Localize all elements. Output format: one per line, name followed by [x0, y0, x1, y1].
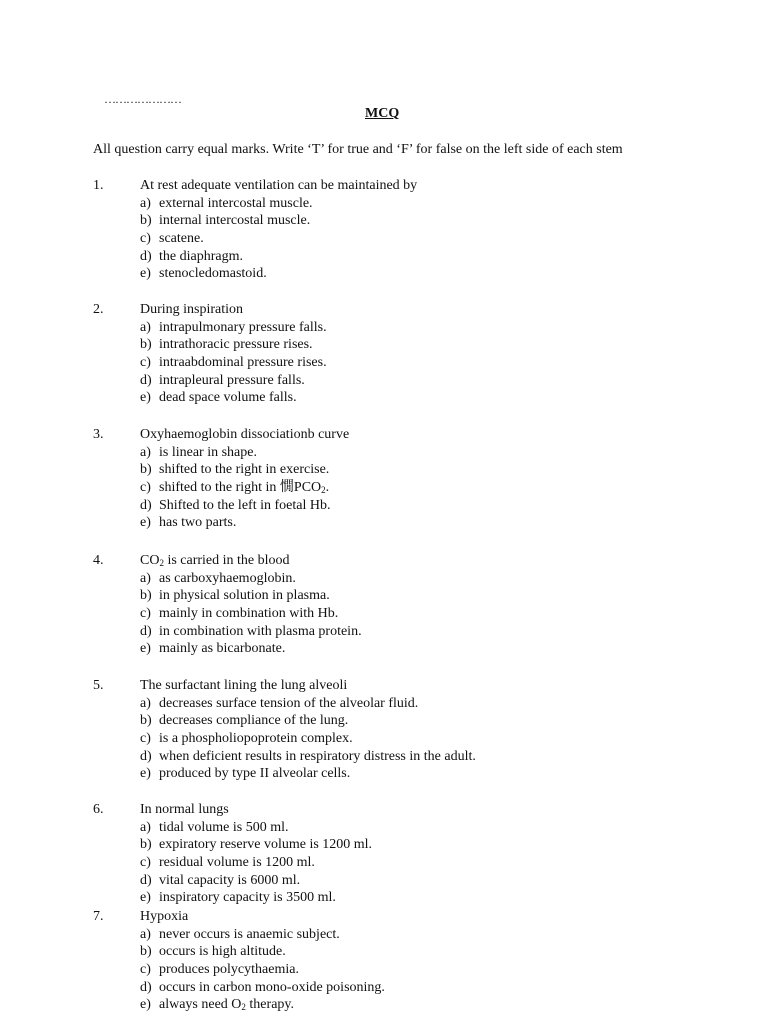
option-text — [159, 265, 267, 283]
option-letter: a) — [140, 195, 151, 211]
option-letter: d) — [140, 748, 152, 764]
option-list — [140, 319, 327, 407]
option-text-main: internal intercostal muscle. — [159, 213, 311, 229]
option-c — [140, 479, 330, 497]
option-d — [140, 497, 330, 515]
option-text-main: intraabdominal pressure rises. — [159, 355, 327, 371]
option-e — [140, 514, 330, 532]
option-letter: e) — [140, 997, 151, 1013]
option-text-main: shifted to the right in exercise. — [159, 462, 330, 478]
option-letter: e) — [140, 766, 151, 782]
option-letter: b) — [140, 944, 152, 960]
option-d — [140, 872, 372, 890]
option-text — [159, 587, 330, 605]
option-c — [140, 605, 362, 623]
option-text-main: always need O — [159, 997, 242, 1013]
option-text — [159, 836, 372, 854]
option-c — [140, 730, 476, 748]
option-text — [159, 926, 340, 944]
option-text — [159, 444, 257, 462]
option-e — [140, 889, 372, 907]
option-b — [140, 712, 476, 730]
option-letter: c) — [140, 731, 151, 747]
option-text-main: occurs in carbon mono-oxide poisoning. — [159, 979, 385, 995]
option-c — [140, 354, 327, 372]
option-b — [140, 336, 327, 354]
option-b — [140, 212, 313, 230]
option-text-main: tidal volume is 500 ml. — [159, 819, 289, 835]
option-list — [140, 195, 313, 283]
option-c — [140, 230, 313, 248]
option-letter: d) — [140, 872, 152, 888]
question-number: 3. — [93, 427, 104, 442]
option-text-main: mainly as bicarbonate. — [159, 641, 286, 657]
stem-text: In normal lungs — [140, 802, 229, 817]
option-c — [140, 961, 385, 979]
option-text — [159, 961, 299, 979]
option-text — [159, 497, 330, 515]
option-text-main: Shifted to the left in foetal Hb. — [159, 497, 331, 513]
option-letter: b) — [140, 213, 152, 229]
option-text-main: inspiratory capacity is 3500 ml. — [159, 890, 336, 906]
option-letter: d) — [140, 979, 152, 995]
stem-text: Hypoxia — [140, 909, 189, 924]
option-letter: a) — [140, 444, 151, 460]
option-a — [140, 319, 327, 337]
option-text — [159, 979, 385, 997]
option-text-main: as carboxyhaemoglobin. — [159, 570, 296, 586]
option-text — [159, 248, 243, 266]
option-d — [140, 748, 476, 766]
option-list — [140, 695, 476, 783]
option-text-main: external intercostal muscle. — [159, 195, 313, 211]
option-letter: b) — [140, 713, 152, 729]
option-text-main: expiratory reserve volume is 1200 ml. — [159, 837, 373, 853]
option-d — [140, 372, 327, 390]
option-e — [140, 765, 476, 783]
option-letter: e) — [140, 390, 151, 406]
option-text — [159, 730, 353, 748]
option-d — [140, 979, 385, 997]
question-stem — [140, 908, 188, 926]
option-text-main: intrapulmonary pressure falls. — [159, 319, 327, 335]
option-letter: e) — [140, 641, 151, 657]
option-text — [159, 712, 348, 730]
stem-text: CO — [140, 553, 160, 568]
option-text-after: . — [325, 480, 330, 496]
option-letter: a) — [140, 695, 151, 711]
option-b — [140, 836, 372, 854]
option-list — [140, 926, 385, 1014]
question-number: 4. — [93, 553, 104, 568]
question-number: 6. — [93, 802, 104, 817]
stem-text: During inspiration — [140, 302, 244, 317]
option-letter: a) — [140, 570, 151, 586]
option-c — [140, 854, 372, 872]
option-text-main: produces polycythaemia. — [159, 962, 299, 978]
option-letter: c) — [140, 855, 151, 871]
option-letter: e) — [140, 515, 151, 531]
option-text — [159, 889, 336, 907]
option-text-after: therapy. — [245, 997, 294, 1013]
option-text — [159, 195, 313, 213]
option-letter: e) — [140, 266, 151, 282]
option-text-main: never occurs is anaemic subject. — [159, 926, 340, 942]
question-stem — [140, 426, 349, 444]
option-e — [140, 996, 385, 1014]
question-stem — [140, 177, 417, 195]
stem-text: The surfactant lining the lung alveoli — [140, 678, 348, 693]
option-b — [140, 943, 385, 961]
option-text-main: the diaphragm. — [159, 248, 243, 264]
option-text — [159, 605, 338, 623]
option-text — [159, 765, 350, 783]
option-text — [159, 389, 297, 407]
option-text — [159, 336, 313, 354]
option-text-main: stenocledomastoid. — [159, 266, 267, 282]
option-text — [159, 570, 296, 588]
option-letter: d) — [140, 372, 152, 388]
option-b — [140, 587, 362, 605]
option-letter: d) — [140, 248, 152, 264]
option-letter: a) — [140, 926, 151, 942]
option-text-main: shifted to the right in 憪PCO — [159, 480, 322, 496]
option-letter: b) — [140, 588, 152, 604]
option-a — [140, 819, 372, 837]
question-number: 2. — [93, 302, 104, 317]
question-number: 1. — [93, 178, 104, 193]
option-text-main: occurs is high altitude. — [159, 944, 286, 960]
option-letter: b) — [140, 462, 152, 478]
option-letter: c) — [140, 606, 151, 622]
option-text — [159, 372, 305, 390]
option-e — [140, 640, 362, 658]
option-text-main: residual volume is 1200 ml. — [159, 855, 315, 871]
option-text — [159, 854, 315, 872]
option-d — [140, 623, 362, 641]
option-a — [140, 926, 385, 944]
option-list — [140, 819, 372, 907]
option-letter: b) — [140, 837, 152, 853]
option-text — [159, 996, 294, 1014]
option-subscript: 2 — [241, 1002, 246, 1013]
option-text — [159, 230, 204, 248]
stem-text: At rest adequate ventilation can be maintained by — [140, 178, 418, 193]
option-text-main: is linear in shape. — [159, 444, 257, 460]
option-text-main: vital capacity is 6000 ml. — [159, 872, 301, 888]
question-number: 7. — [93, 909, 104, 924]
instructions: All question carry equal marks. Write ‘T’ for true and ‘F’ for false on the left side of each stem — [93, 142, 623, 157]
option-letter: c) — [140, 355, 151, 371]
option-letter: c) — [140, 480, 151, 496]
option-list — [140, 570, 362, 658]
option-letter: d) — [140, 623, 152, 639]
option-letter: e) — [140, 890, 151, 906]
option-letter: b) — [140, 337, 152, 353]
option-text-main: in combination with plasma protein. — [159, 623, 362, 639]
option-text-main: intrapleural pressure falls. — [159, 372, 305, 388]
option-letter: a) — [140, 819, 151, 835]
option-a — [140, 695, 476, 713]
option-text — [159, 319, 327, 337]
option-text-main: scatene. — [159, 231, 204, 247]
dotted-line: ………………… — [104, 92, 181, 106]
option-text — [159, 479, 329, 497]
stem-subscript: 2 — [159, 558, 164, 568]
option-e — [140, 265, 313, 283]
option-text-main: decreases compliance of the lung. — [159, 713, 349, 729]
question-stem — [140, 552, 290, 570]
option-letter: c) — [140, 962, 151, 978]
question-stem — [140, 677, 347, 695]
option-text — [159, 354, 327, 372]
option-text-main: is a phospholiopoprotein complex. — [159, 731, 353, 747]
option-e — [140, 389, 327, 407]
option-list — [140, 444, 330, 532]
option-text — [159, 212, 310, 230]
option-b — [140, 461, 330, 479]
option-text-main: has two parts. — [159, 515, 237, 531]
option-text — [159, 623, 362, 641]
option-text — [159, 748, 476, 766]
question-stem — [140, 301, 243, 319]
option-text — [159, 695, 418, 713]
option-letter: c) — [140, 231, 151, 247]
option-text-main: when deficient results in respiratory distress in the adult. — [159, 748, 476, 764]
question-number: 5. — [93, 678, 104, 693]
option-text-main: intrathoracic pressure rises. — [159, 337, 313, 353]
option-text — [159, 819, 289, 837]
option-a — [140, 570, 362, 588]
option-d — [140, 248, 313, 266]
option-text — [159, 461, 329, 479]
option-text-main: in physical solution in plasma. — [159, 588, 330, 604]
option-letter: d) — [140, 497, 152, 513]
stem-text: Oxyhaemoglobin dissociationb curve — [140, 427, 350, 442]
option-a — [140, 195, 313, 213]
option-text — [159, 640, 285, 658]
stem-text-after: is carried in the blood — [163, 553, 290, 568]
option-letter: a) — [140, 319, 151, 335]
option-text-main: produced by type II alveolar cells. — [159, 766, 351, 782]
page-title: MCQ — [365, 106, 400, 121]
option-text-main: decreases surface tension of the alveolar fluid. — [159, 695, 419, 711]
option-a — [140, 444, 330, 462]
option-text — [159, 943, 286, 961]
option-text — [159, 872, 300, 890]
option-text — [159, 514, 236, 532]
option-subscript: 2 — [321, 485, 326, 496]
option-text-main: dead space volume falls. — [159, 390, 297, 406]
option-text-main: mainly in combination with Hb. — [159, 606, 339, 622]
question-stem — [140, 801, 229, 819]
